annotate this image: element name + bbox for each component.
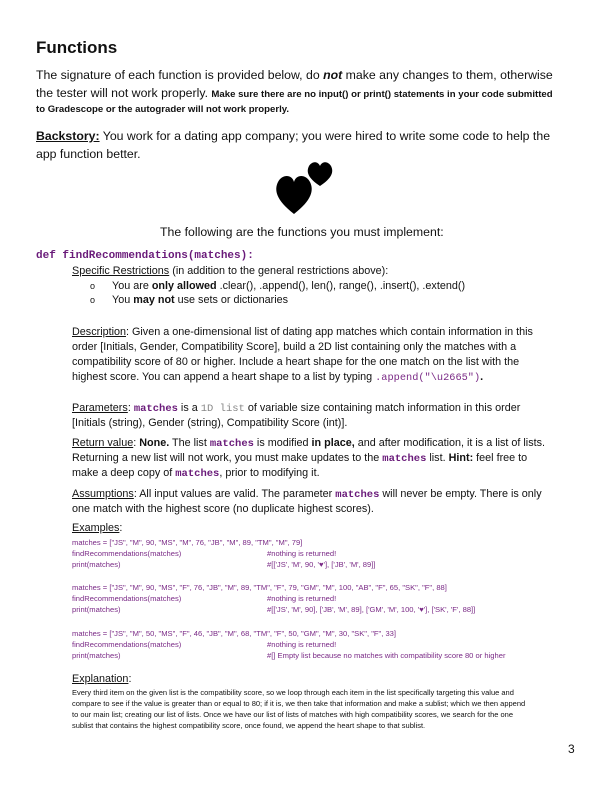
bullet-icon: o [90,281,96,291]
intro-text: The signature of each function is provided below, do [36,68,324,82]
return-emphasis: in place, [311,437,355,449]
restriction-text: You [112,294,134,306]
return-label: Return value [72,437,134,449]
description-line-2: order [Initials, Gender, Compatibility Score], build a 2D list containing only the matches with a [72,341,517,353]
restriction-text: use sets or dictionaries [174,294,289,306]
assumptions-text: will never be empty. There is only [379,488,542,500]
restrictions-heading [72,264,388,279]
restriction-emphasis: may not [133,294,175,306]
return-text: , prior to modifying it. [219,467,320,479]
restriction-emphasis: only allowed [151,280,217,292]
explanation-line-2: compare to see if the value is greater than or equal to 80; if it is, we then take that information and make a sublist; which we then append [72,699,526,708]
intro-line-3: to Gradescope or the autograder will not work properly. [36,104,290,115]
return-text: The list [169,437,210,449]
return-text: is modified [253,437,312,449]
example-3-assign: matches = ["JS", "M", 50, "MS", "F", 46, "JB", "M", 68, "TM", "F", 50, "GM", "M", 30, "SK", "F", 33] [72,629,397,638]
heart-icon [308,162,332,186]
example-2-print: print(matches) [72,605,121,614]
intro-warning: Make sure there are no input() or print() statements in your code submitted [211,89,553,100]
backstory-line-1 [36,127,550,145]
explanation-colon: : [128,673,132,685]
matches-code: matches [175,468,220,480]
backstory-line-2: app function better. [36,147,141,161]
assumptions-text: : All input values are valid. The parameter [133,488,336,500]
return-line-2 [72,451,527,467]
matches-code: matches [335,489,380,501]
description-text: highest score. You can append a heart shape to a list by typing [72,371,376,383]
assumptions-label: Assumptions [72,488,134,500]
return-text: and after modification, it is a list of lists. [354,437,545,449]
example-3-print-comment: #[] Empty list because no matches with compatibility score 80 or higher [267,651,506,660]
type-code: 1D list [200,403,245,415]
emphasis-not: not [323,68,343,82]
example-2-print-comment: #[['JS', 'M', 90], ['JB', 'M', 89], ['GM', 'M', 100, '♥'], ['SK', 'F', 88]] [267,605,476,614]
following-heading: The following are the functions you must implement: [160,225,444,239]
example-1-assign: matches = ["JS", "M", 90, "MS", "M", 76, "JB", "M", 89, "TM", "M", 79] [72,538,303,547]
function-signature-code: def findRecommendations(matches): [36,250,254,262]
heart-icon [276,176,311,214]
restriction-text: .clear(), .append(), len(), range(), .insert(), .extend() [216,280,466,292]
assumptions-line-1 [72,487,542,503]
example-2-call-comment: #nothing is returned! [267,594,337,603]
matches-code: matches [209,438,254,450]
example-2-call: findRecommendations(matches) [72,594,182,603]
description-line-3: compatibility score of 80 or higher. Include a heart shape for the one match on the list with the [72,356,520,368]
return-text: feel free to [473,452,528,464]
intro-text: the tester will not work properly. [36,86,212,100]
restrictions-text: (in addition to the general restrictions above): [169,265,389,277]
example-2-assign: matches = ["JS", "M", 90, "MS", "F", 76, "JB", "M", 89, "TM", "F", 79, "GM", "M", 100, "AB", "F", 65, "SK", "F", 88] [72,583,447,592]
hearts-illustration [272,156,338,218]
explanation-label: Explanation [72,673,129,685]
parameters-line-2: [Initials (string), Gender (string), Compatibility Score (int)]. [72,417,348,429]
example-1-print: print(matches) [72,560,121,569]
parameters-text: of variable size containing match information in this order [244,402,521,414]
return-text: : [133,437,140,449]
append-code: .append("\u2665") [375,372,481,384]
return-line-3 [72,466,320,482]
explanation-line-3: to our main list; creating our list of lists. Once we have our list of lists of matches with high compatibility scores, we search for the one [72,710,514,719]
intro-text: make any changes to them, otherwise [342,68,553,82]
restriction-text: You are [112,280,152,292]
hint-label: Hint: [448,452,474,464]
restriction-bullet-2 [90,293,289,308]
return-text: make a deep copy of [72,467,176,479]
matches-code: matches [133,403,178,415]
example-1-print-comment: #[['JS', 'M', 90, '♥'], ['JB', 'M', 89]] [267,560,376,569]
intro-line-1 [36,66,553,84]
parameters-label: Parameters [72,402,128,414]
example-3-print: print(matches) [72,651,121,660]
restriction-bullet-1 [90,279,466,294]
description-label: Description [72,326,127,338]
return-text: Returning a new list will not work, you must make updates to the [72,452,383,464]
example-3-call-comment: #nothing is returned! [267,640,337,649]
parameters-text: is a [177,402,201,414]
return-text: list. [426,452,449,464]
description-text: : Given a one-dimensional list of dating app matches which contain information in this [126,326,533,338]
example-1-call: findRecommendations(matches) [72,549,182,558]
example-1-call-comment: #nothing is returned! [267,549,337,558]
return-line-1 [72,436,545,452]
description-text: . [480,371,484,383]
assumptions-line-2: one match with the highest score (no duplicate highest scores). [72,503,374,515]
parameters-text: : [127,402,134,414]
restrictions-label: Specific Restrictions [72,265,170,277]
backstory-text: You work for a dating app company; you were hired to write some code to help the [99,129,551,143]
matches-code: matches [382,453,427,465]
page-number: 3 [568,742,575,756]
description-line-1 [72,325,533,340]
backstory-label: Backstory: [36,129,100,143]
explanation-line-4: sublist that contains the highest compatibility score, once found, we append the heart shape to that sublist. [72,721,426,730]
examples-colon: : [119,522,123,534]
explanation-line-1: Every third item on the given list is the compatibility score, so we loop through each item in the list specifically targeting this value and [72,688,514,697]
parameters-line-1 [72,401,520,417]
example-3-call: findRecommendations(matches) [72,640,182,649]
description-line-4 [72,370,483,386]
page-title: Functions [36,38,118,57]
bullet-icon: o [90,295,96,305]
examples-heading [72,521,122,536]
return-emphasis: None. [139,437,170,449]
explanation-heading [72,672,131,687]
examples-label: Examples [72,522,120,534]
intro-line-2 [36,84,553,104]
function-signature [36,249,254,262]
